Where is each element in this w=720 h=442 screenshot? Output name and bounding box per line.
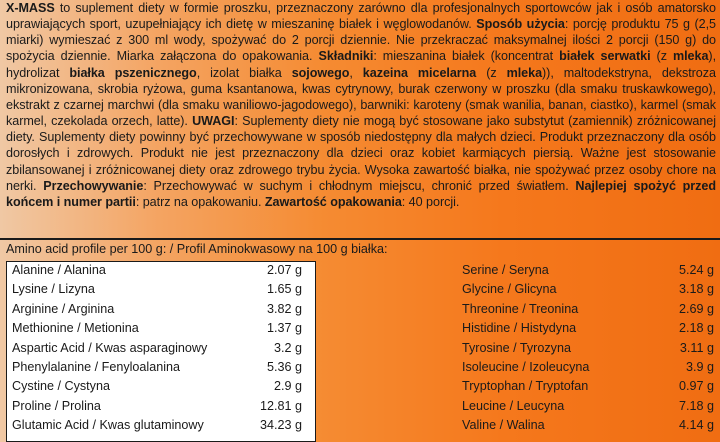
- desc-text: , izolat białka: [196, 65, 292, 80]
- desc-text: : mieszanina białek (koncentrat: [373, 49, 560, 64]
- best-before-label: Najlepiej spożyć przed końcem i numer partii: [6, 178, 716, 209]
- storage-label: Przechowywanie: [43, 178, 144, 193]
- desc-text: : Przechowywać w suchym i chłodnym miejscu, chronić przed światłem.: [143, 178, 576, 193]
- amino-acid-name: Glycine / Glicyna: [462, 282, 557, 297]
- allergen-text: mleka: [672, 49, 709, 64]
- amino-acid-value: 2.9 g: [273, 379, 302, 394]
- amino-row-right: [462, 321, 714, 340]
- desc-text: (z: [650, 49, 673, 64]
- amino-acid-name: Leucine / Leucyna: [462, 398, 565, 413]
- amino-row-left: [12, 360, 302, 379]
- amino-row-right: [462, 399, 714, 418]
- product-name: X-MASS: [6, 1, 55, 15]
- allergen-text: białek serwatki: [559, 49, 651, 64]
- amino-row-right: [462, 263, 714, 282]
- amino-row-left: [12, 379, 302, 398]
- amino-acid-value: 5.24 g: [678, 263, 714, 277]
- amino-row-left: [12, 302, 302, 321]
- amino-acid-value: 3.9 g: [685, 360, 714, 374]
- amino-row-left: [12, 282, 302, 301]
- amino-acid-name: Methionine / Metionina: [12, 321, 139, 336]
- amino-row-right: [462, 341, 714, 360]
- warnings-label: UWAGI: [192, 114, 235, 129]
- amino-row-right: [462, 360, 714, 379]
- amino-acid-value: 3.82 g: [266, 301, 302, 316]
- usage-label: Sposób użycia: [476, 17, 565, 32]
- amino-acid-name: Cystine / Cystyna: [12, 379, 110, 394]
- amino-acid-name: Serine / Seryna: [462, 263, 549, 277]
- amino-acid-value: 12.81 g: [259, 398, 302, 413]
- amino-acid-value: 5.36 g: [266, 360, 302, 374]
- amino-acid-name: Phenylalanine / Fenyloalanina: [12, 360, 181, 374]
- amino-acid-value: 3.2 g: [273, 340, 302, 355]
- amino-row-left: [12, 263, 302, 282]
- amino-acid-name: Glutamic Acid / Kwas glutaminowy: [12, 418, 204, 433]
- amino-acid-name: Tyrosine / Tyrozyna: [462, 340, 571, 355]
- section-divider: [0, 238, 720, 240]
- desc-text: to suplement diety w formie proszku, przeznaczony zarówno dla profesjonalnych sportowców jak i osób amatorsko uprawiających sport, uzupełniający ich dietę w mieszaninę białek i węglowodanów.: [6, 1, 716, 32]
- amino-acid-name: Proline / Prolina: [12, 398, 101, 413]
- amino-acid-value: 1.37 g: [266, 321, 302, 336]
- amino-row-left: [12, 418, 302, 437]
- amino-acid-name: Aspartic Acid / Kwas asparaginowy: [12, 340, 208, 355]
- contents-label: Zawartość opakowania: [264, 194, 402, 209]
- desc-text: : 40 porcji.: [401, 194, 460, 209]
- amino-acid-value: 2.69 g: [678, 301, 714, 316]
- amino-acid-name: Valine / Walina: [462, 418, 545, 433]
- product-description: [6, 0, 716, 210]
- desc-text: ,: [349, 65, 363, 80]
- amino-acid-value: 4.14 g: [678, 418, 714, 433]
- amino-acid-name: Isoleucine / Izoleucyna: [462, 360, 590, 374]
- amino-row-right: [462, 282, 714, 301]
- amino-row-right: [462, 379, 714, 398]
- desc-text: : patrz na opakowaniu.: [135, 194, 265, 209]
- desc-text: )), maltodekstryna, dekstroza mikronizowana, skrobia ryżowa, guma ksantanowa, kwas cytrynowy, burak czerwony w proszku (dla smaku truskawkowego), ekstrakt z czarnej marchwi (dla smaku waniliowo-jagodowego), barwniki: karoteny (smak wanilia, banan, ciastko), karmel (smak karmel, czekolada orzech, latte).: [6, 65, 716, 129]
- amino-acid-name: Lysine / Lizyna: [12, 282, 95, 297]
- amino-acid-value: 7.18 g: [678, 398, 714, 413]
- amino-acid-value: 3.11 g: [679, 340, 714, 355]
- amino-acid-value: 3.18 g: [678, 282, 714, 297]
- allergen-text: mleka: [506, 65, 543, 80]
- amino-acid-name: Arginine / Arginina: [12, 301, 115, 316]
- amino-acid-value: 34.23 g: [259, 418, 302, 433]
- amino-acid-name: Tryptophan / Tryptofan: [462, 379, 589, 394]
- desc-text: : porcję produktu 75 g (2,5 miarki) wymieszać z 300 ml wody, spożywać do 2 porcji dziennie. Nie przekraczać maksymalnej ilości 2 porcji (150 g) do spożycia dziennie. Miarka załączona do opakowania.: [6, 17, 717, 64]
- amino-acid-value: 1.65 g: [266, 282, 302, 297]
- desc-text: ), hydrolizat: [6, 49, 717, 80]
- amino-row-left: [12, 341, 302, 360]
- amino-acid-value: 0.97 g: [678, 379, 714, 394]
- amino-acid-name: Threonine / Treonina: [462, 301, 579, 316]
- amino-row-left: [12, 321, 302, 340]
- amino-acid-name: Histidine / Histydyna: [462, 321, 577, 336]
- allergen-text: białka pszenicznego: [69, 65, 197, 80]
- amino-acid-value: 2.07 g: [266, 263, 302, 277]
- desc-text: (z: [476, 65, 507, 80]
- desc-text: : Suplementy diety nie mogą być stosowane jako substytut (zamiennik) zróżnicowanej diety. Suplementy diety powinny być przechowywane w sposób niedostępny dla małych dzieci. Produkt przeznaczony dla osób dorosłych i zdrowych. Produkt nie jest przeznaczony dla dzieci oraz kobiet karmiących piersią. Ważne jest stosowanie zbilansowanej i zróżnicowanej diety oraz zdrowego trybu życia. Wysoka zawartość białka, nie spożywać przez osoby chore na nerki.: [6, 114, 716, 193]
- allergen-text: kazeina micelarna: [362, 65, 477, 80]
- amino-row-right: [462, 418, 714, 437]
- ingredients-label: Składniki: [318, 49, 374, 64]
- amino-acid-value: 2.18 g: [678, 321, 714, 336]
- amino-row-right: [462, 302, 714, 321]
- allergen-text: sojowego: [291, 65, 350, 80]
- amino-acid-name: Alanine / Alanina: [12, 263, 106, 277]
- amino-row-left: [12, 399, 302, 418]
- amino-profile-header: Amino acid profile per 100 g: / Profil Aminokwasowy na 100 g białka:: [6, 242, 388, 256]
